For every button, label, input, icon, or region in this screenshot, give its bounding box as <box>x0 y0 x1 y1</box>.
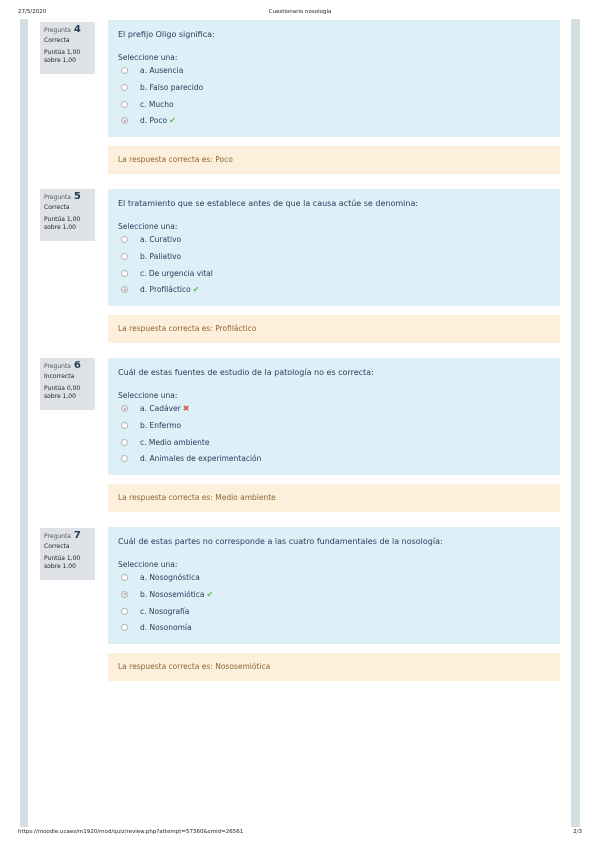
correct-answer-feedback: La respuesta correcta es: Nososemiótica <box>108 653 560 681</box>
question-formulation <box>108 189 560 306</box>
question-number: Pregunta 4 <box>44 24 81 35</box>
question-grade: Puntúa 1,00 sobre 1,00 <box>44 216 81 231</box>
answer-option[interactable]: b. Nososemiótica ✔ <box>118 589 550 606</box>
radio-button[interactable] <box>121 439 128 446</box>
select-prompt: Seleccione una: <box>118 391 178 400</box>
radio-button[interactable] <box>121 101 128 108</box>
correct-answer-feedback: La respuesta correcta es: Poco <box>108 146 560 174</box>
answer-option[interactable]: b. Paliativo <box>118 251 550 268</box>
select-prompt: Seleccione una: <box>118 53 178 62</box>
radio-button[interactable] <box>121 574 128 581</box>
answer-option[interactable]: a. Curativo <box>118 234 550 251</box>
question-number: Pregunta 7 <box>44 530 81 541</box>
question-info <box>40 22 95 74</box>
correct-check-icon: ✔ <box>206 589 214 599</box>
incorrect-cross-icon: ✖ <box>182 404 190 413</box>
answer-option[interactable]: a. Ausencia <box>118 65 550 82</box>
print-header <box>0 9 600 19</box>
answer-option[interactable]: b. Enfermo <box>118 420 550 437</box>
answer-option[interactable]: c. Mucho <box>118 99 550 116</box>
radio-button-selected[interactable] <box>121 117 128 124</box>
answer-option[interactable]: d. Profiláctico ✔ <box>118 284 550 301</box>
question-state: Correcta <box>44 542 70 550</box>
answer-options <box>118 234 550 301</box>
correct-check-icon: ✔ <box>192 285 200 295</box>
answer-options <box>118 65 550 132</box>
answer-options <box>118 403 550 470</box>
select-prompt: Seleccione una: <box>118 560 178 569</box>
radio-button[interactable] <box>121 422 128 429</box>
print-title: Cuestionario nosología <box>268 9 332 15</box>
answer-option[interactable]: d. Poco ✔ <box>118 115 550 132</box>
radio-button-selected[interactable] <box>121 286 128 293</box>
radio-button[interactable] <box>121 253 128 260</box>
correct-answer-feedback: La respuesta correcta es: Medio ambiente <box>108 484 560 512</box>
question-state: Incorrecta <box>44 372 75 380</box>
answer-option[interactable]: d. Animales de experimentación <box>118 453 550 470</box>
question-grade: Puntúa 1,00 sobre 1,00 <box>44 49 81 64</box>
question-formulation <box>108 358 560 475</box>
radio-button[interactable] <box>121 236 128 243</box>
print-date: 27/5/2020 <box>18 9 47 15</box>
radio-button[interactable] <box>121 84 128 91</box>
question-text: Cuál de estas fuentes de estudio de la patología no es correcta: <box>118 368 374 377</box>
question-state: Correcta <box>44 36 70 44</box>
answer-option[interactable]: d. Nosonomía <box>118 622 550 639</box>
question-grade: Puntúa 0,00 sobre 1,00 <box>44 385 81 400</box>
select-prompt: Seleccione una: <box>118 222 178 231</box>
answer-option[interactable]: a. Nosognóstica <box>118 572 550 589</box>
left-page-rail <box>20 19 28 827</box>
answer-option[interactable]: c. De urgencia vital <box>118 268 550 285</box>
correct-answer-feedback: La respuesta correcta es: Profiláctico <box>108 315 560 343</box>
question-info <box>40 189 95 241</box>
answer-option[interactable]: c. Nosografía <box>118 606 550 623</box>
question-number: Pregunta 5 <box>44 191 81 202</box>
question-text: El prefijo Oligo significa: <box>118 30 215 39</box>
question-number: Pregunta 6 <box>44 360 81 371</box>
print-url: https://moodle.ucaes/m1920/mod/quiz/review.php?attempt=57360&cmid=26561 <box>18 829 244 835</box>
radio-button-selected[interactable] <box>121 405 128 412</box>
correct-check-icon: ✔ <box>169 116 176 126</box>
answer-option[interactable]: a. Cadáver ✖ <box>118 403 550 420</box>
page-number: 2/3 <box>573 829 582 835</box>
answer-options <box>118 572 550 639</box>
question-formulation <box>108 527 560 644</box>
radio-button[interactable] <box>121 608 128 615</box>
question-info <box>40 528 95 580</box>
print-footer <box>0 829 600 839</box>
answer-option[interactable]: c. Medio ambiente <box>118 437 550 454</box>
radio-button[interactable] <box>121 624 128 631</box>
radio-button[interactable] <box>121 455 128 462</box>
radio-button-selected[interactable] <box>121 591 128 598</box>
radio-button[interactable] <box>121 67 128 74</box>
question-formulation <box>108 20 560 137</box>
question-grade: Puntúa 1,00 sobre 1,00 <box>44 555 81 570</box>
question-text: El tratamiento que se establece antes de que la causa actúe se denomina: <box>118 199 419 208</box>
question-text: Cuál de estas partes no corresponde a las cuatro fundamentales de la nosología: <box>118 537 443 546</box>
right-page-rail <box>571 19 580 827</box>
answer-option[interactable]: b. Falso parecido <box>118 82 550 99</box>
radio-button[interactable] <box>121 270 128 277</box>
question-info <box>40 358 95 410</box>
question-state: Correcta <box>44 203 70 211</box>
